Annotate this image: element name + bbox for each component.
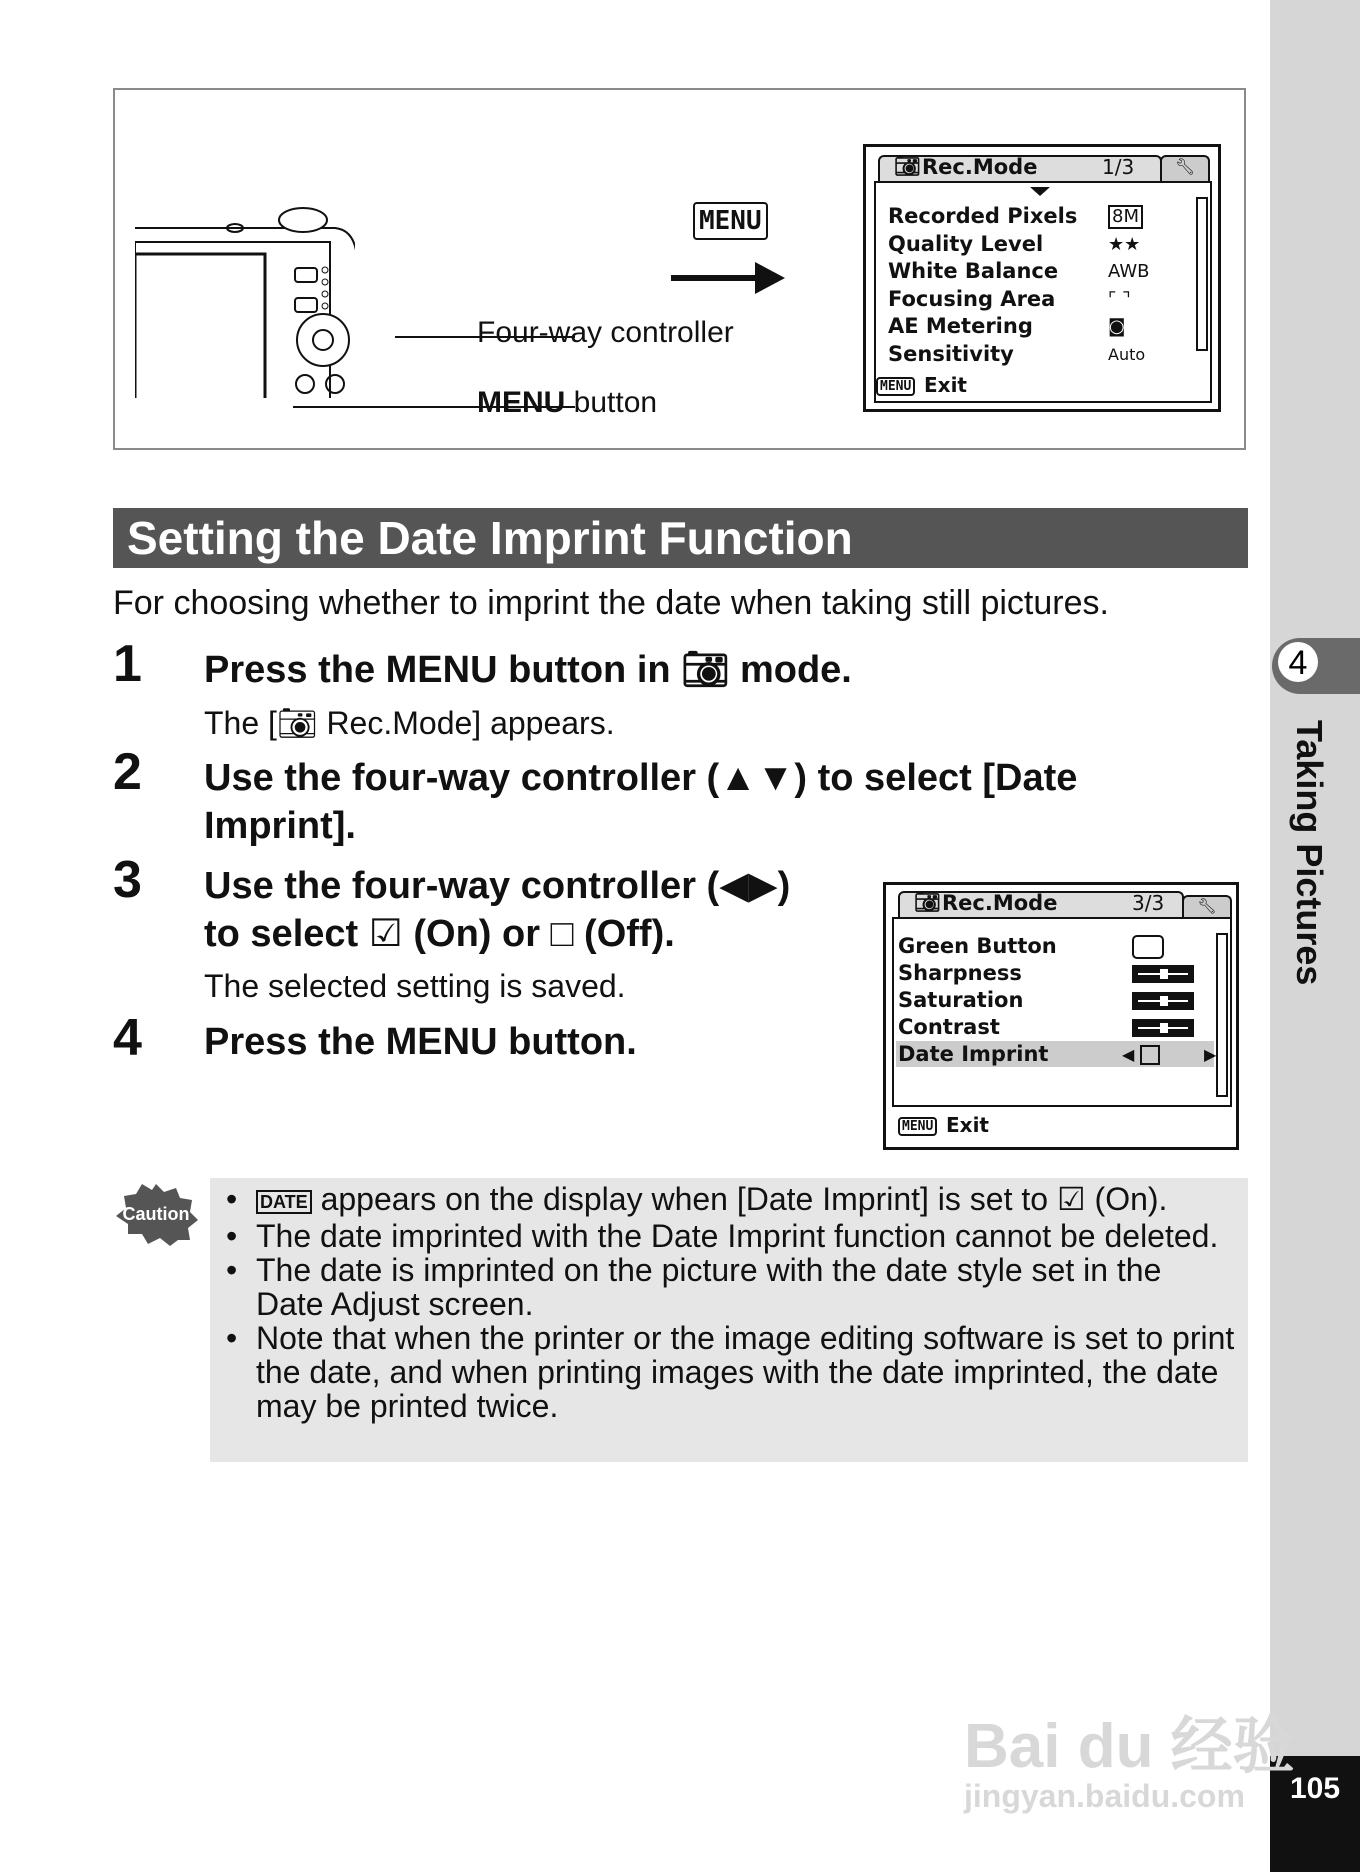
scroll-down-arrow-icon — [1030, 187, 1050, 196]
step-2-number: 2 — [113, 743, 142, 801]
footer-menu-key-icon: MENU — [898, 1117, 937, 1136]
step-1-sub — [204, 704, 615, 742]
menu-item-label: White Balance — [888, 259, 1059, 283]
camera-icon: 📷︎ — [681, 649, 730, 691]
caution-text-1: appears on the display when [Date Imprint] is set to ☑ (On). — [311, 1181, 1168, 1217]
step-3-sub: The selected setting is saved. — [204, 968, 626, 1004]
bullet-dot: • — [226, 1217, 238, 1254]
caution-bullet-3 — [226, 1253, 1236, 1321]
caution-text-3: The date is imprinted on the picture with the date style set in the Date Adjust screen. — [256, 1251, 1162, 1322]
footer-exit-label: Exit — [924, 373, 967, 397]
step-3-line-1: Use the four-way controller (◀▶) — [204, 865, 791, 907]
menu-item-label: Date Imprint — [898, 1042, 1049, 1066]
menu-item-label: Focusing Area — [888, 286, 1056, 311]
step-1-post2: mode. — [729, 649, 852, 691]
watermark-url: jingyan.baidu.com — [964, 1778, 1245, 1814]
arrow-right-icon — [669, 258, 789, 298]
bullet-dot: • — [226, 1181, 238, 1217]
watermark-brand: Bai du 经验 — [964, 1712, 1295, 1781]
step-1-menu-key: MENU — [385, 649, 498, 691]
menu-item-value: ◙ — [1108, 316, 1126, 337]
screen-items — [888, 203, 1077, 368]
footer-exit-label: Exit — [946, 1113, 989, 1137]
menu-item-label: Green Button — [898, 934, 1057, 958]
screen-values — [1108, 203, 1149, 368]
camera-icon: 📷︎ — [894, 155, 921, 178]
camera-back-illustration — [135, 158, 355, 398]
left-arrow-icon: ◀ — [1122, 1047, 1135, 1064]
caution-text-2: The date imprinted with the Date Imprint function cannot be deleted. — [256, 1217, 1219, 1254]
page-number: 105 — [1289, 1772, 1341, 1805]
step-4-text — [204, 1018, 637, 1066]
step-2-line-1: Use the four-way controller (▲▼) to select [Date — [204, 757, 1078, 799]
menu-item-label: Quality Level — [888, 231, 1044, 256]
caution-bullet-4 — [226, 1321, 1236, 1423]
menu-item-label: Sharpness — [898, 961, 1022, 985]
checkbox-off-icon — [1140, 1045, 1160, 1065]
caution-badge-label: Caution — [122, 1204, 190, 1224]
menu-item-value: Auto — [1108, 344, 1146, 364]
screen-title: Rec.Mode — [922, 155, 1038, 179]
step-1-sub-pre: The [ — [204, 705, 277, 741]
slider-icon — [1132, 1019, 1194, 1037]
chapter-title: Taking Pictures — [1289, 720, 1330, 986]
menu-item-label: AE Metering — [888, 314, 1033, 338]
menu-item-label: Sensitivity — [888, 341, 1014, 366]
intro-text: For choosing whether to imprint the date when taking still pictures. — [113, 584, 1109, 622]
callout-menu-rest: button — [565, 386, 658, 419]
step-1-sub-post: Rec.Mode] appears. — [317, 705, 615, 741]
step-3-line-2: to select ☑ (On) or □ (Off). — [204, 913, 675, 955]
wrench-icon: 🔧︎ — [1182, 895, 1232, 919]
screen2-scrollbar — [1216, 933, 1228, 1097]
camera-icon: 📷︎ — [914, 891, 941, 914]
callout-four-way-controller: Four-way controller — [477, 316, 734, 349]
scrollbar — [1196, 197, 1208, 351]
section-title: Setting the Date Imprint Function — [127, 512, 853, 564]
step-2-line-2: Imprint]. — [204, 805, 356, 847]
caution-bullets — [226, 1182, 1236, 1423]
callout-menu-button — [477, 386, 657, 420]
caution-text-4: Note that when the printer or the image editing software is set to print the date, and when printing images with the date imprinted, the date may be printed twice. — [256, 1319, 1235, 1424]
step-1-text — [204, 646, 852, 694]
menu-item-label: Recorded Pixels — [888, 204, 1078, 228]
lcd-screen-rec-mode-3 — [883, 882, 1239, 1150]
menu-item-value: 8M — [1108, 205, 1143, 229]
step-4-menu-key: MENU — [385, 1021, 498, 1063]
menu-item-value: ⌜ ⌝ — [1108, 288, 1131, 310]
step-3-number: 3 — [113, 851, 142, 909]
step-1-number: 1 — [113, 635, 142, 693]
menu-key-icon: MENU — [693, 202, 768, 240]
menu-item-label: Contrast — [898, 1015, 1000, 1039]
screen-page: 1/3 — [1102, 155, 1135, 179]
green-button-icon — [1132, 935, 1164, 959]
step-4-number: 4 — [113, 1009, 142, 1067]
bullet-dot: • — [226, 1251, 238, 1288]
bullet-dot: • — [226, 1319, 238, 1356]
menu-item-value: AWB — [1108, 261, 1150, 282]
camera-icon: 📷︎ — [276, 705, 318, 741]
slider-icon — [1132, 965, 1194, 983]
step-1-post: button in — [497, 649, 682, 691]
step-2-text — [204, 754, 1077, 850]
footer-menu-key-icon: MENU — [876, 377, 915, 396]
menu-item-label: Saturation — [898, 988, 1024, 1012]
screen2-items — [898, 933, 1057, 1068]
slider-icon — [1132, 992, 1194, 1010]
date-icon: DATE — [256, 1190, 312, 1214]
callout-menu-bold: MENU — [477, 386, 566, 419]
lcd-screen-rec-mode-1 — [863, 144, 1221, 412]
caution-bullet-1 — [226, 1182, 1236, 1219]
wrench-icon: 🔧︎ — [1160, 155, 1210, 181]
chapter-number: 4 — [1278, 642, 1318, 682]
step-4-pre: Press the — [204, 1021, 386, 1063]
caution-bullet-2 — [226, 1219, 1236, 1253]
step-3-text — [204, 862, 790, 958]
screen2-page: 3/3 — [1132, 891, 1165, 915]
screen2-title: Rec.Mode — [942, 891, 1058, 915]
menu-item-value: ★★ — [1108, 233, 1141, 255]
right-arrow-icon: ▶ — [1204, 1047, 1217, 1064]
camera-figure — [113, 88, 1246, 450]
step-4-post: button. — [497, 1021, 637, 1063]
step-1-pre: Press the — [204, 649, 386, 691]
